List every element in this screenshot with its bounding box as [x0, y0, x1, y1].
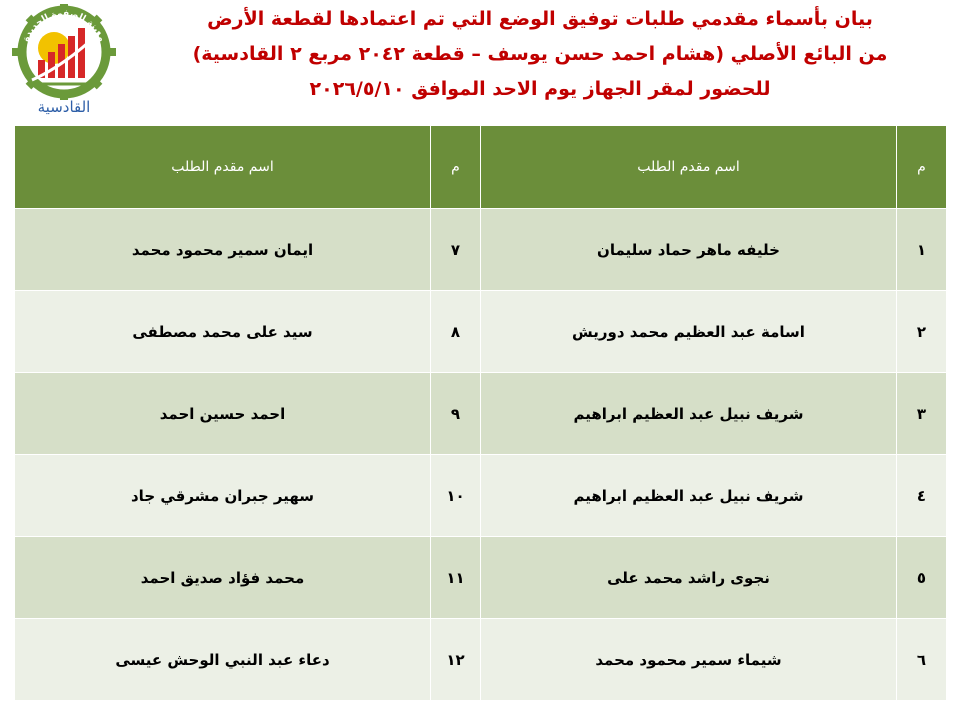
row-number: ٤ [897, 455, 947, 537]
table-row [15, 209, 947, 291]
applicant-name: شيماء سمير محمود محمد [481, 619, 897, 701]
applicant-name: شريف نبيل عبد العظيم ابراهيم [481, 373, 897, 455]
applicant-name: احمد حسين احمد [15, 373, 431, 455]
document-header [130, 2, 950, 107]
row-number: ٥ [897, 537, 947, 619]
applicant-name: سيد على محمد مصطفى [15, 291, 431, 373]
applicant-name: محمد فؤاد صديق احمد [15, 537, 431, 619]
logo-caption: القادسية [37, 98, 91, 116]
applicant-name: ايمان سمير محمود محمد [15, 209, 431, 291]
header-name-left: اسم مقدم الطلب [15, 126, 431, 209]
table-header-row [15, 126, 947, 209]
applicant-name: نجوى راشد محمد على [481, 537, 897, 619]
row-number: ١١ [431, 537, 481, 619]
applicants-table [14, 125, 947, 701]
row-number: ١٢ [431, 619, 481, 701]
row-number: ٣ [897, 373, 947, 455]
applicant-name: اسامة عبد العظيم محمد دوريش [481, 291, 897, 373]
table-row [15, 455, 947, 537]
table-row [15, 619, 947, 701]
header-line-1: بيان بأسماء مقدمي طلبات توفيق الوضع التي تم اعتمادها لقطعة الأرض [207, 8, 873, 30]
row-number: ١٠ [431, 455, 481, 537]
row-number: ٢ [897, 291, 947, 373]
header-num-right: م [897, 126, 947, 209]
header-num-left: م [431, 126, 481, 209]
row-number: ٧ [431, 209, 481, 291]
header-line-3: للحضور لمقر الجهاز يوم الاحد الموافق ٢٠٢٦/٥/١٠ [309, 78, 771, 100]
applicant-name: دعاء عبد النبي الوحش عيسى [15, 619, 431, 701]
header-line-2: من البائع الأصلي (هشام احمد حسن يوسف – قطعة ٢٠٤٢ مربع ٢ القادسية) [192, 43, 888, 65]
row-number: ٨ [431, 291, 481, 373]
logo-ring-text: مدينة الصفوة الجديدة [21, 9, 107, 44]
logo-emblem-icon [8, 2, 120, 102]
applicant-name: سهير جبران مشرقي جاد [15, 455, 431, 537]
applicant-name: شريف نبيل عبد العظيم ابراهيم [481, 455, 897, 537]
applicant-name: خليفه ماهر حماد سليمان [481, 209, 897, 291]
table-row [15, 291, 947, 373]
row-number: ٦ [897, 619, 947, 701]
table-row [15, 537, 947, 619]
authority-logo [8, 2, 120, 122]
header-name-right: اسم مقدم الطلب [481, 126, 897, 209]
row-number: ١ [897, 209, 947, 291]
row-number: ٩ [431, 373, 481, 455]
table-row [15, 373, 947, 455]
